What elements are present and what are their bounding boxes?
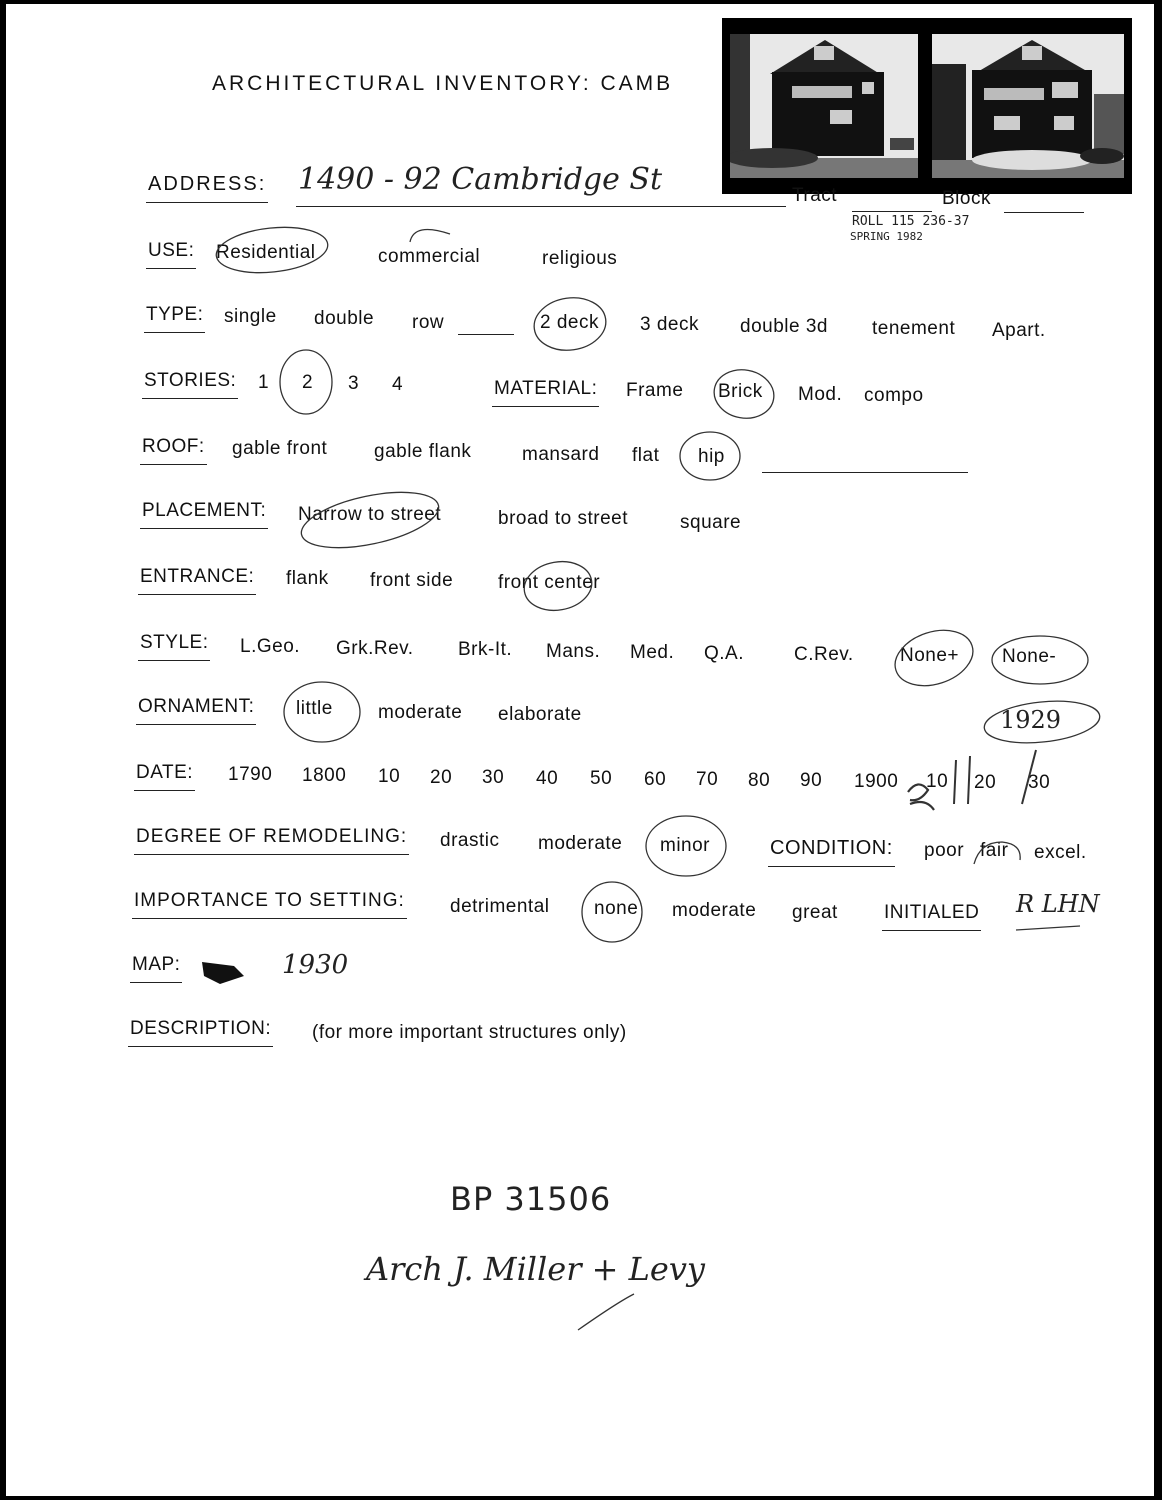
tract-underline — [852, 211, 932, 212]
tract-label: Tract — [792, 185, 838, 206]
style-option-qa: Q.A. — [704, 643, 745, 664]
stories-option-1: 1 — [258, 372, 270, 393]
type-option-double: double — [314, 308, 375, 329]
roll-note: ROLL 115 236-37 — [852, 214, 970, 229]
ornament-option-elaborate: elaborate — [498, 704, 582, 725]
type-row-blank — [458, 334, 514, 335]
importance-option-detrimental: detrimental — [450, 896, 550, 917]
style-option-mans: Mans. — [546, 641, 601, 662]
form-title: ARCHITECTURAL INVENTORY: CAMB — [212, 72, 674, 95]
date-option-1800: 1800 — [302, 765, 347, 786]
roof-option-flat: flat — [632, 445, 660, 466]
ornament-label: ORNAMENT: — [138, 696, 255, 717]
inventory-form — [6, 4, 1154, 1496]
date-option-40: 40 — [536, 768, 559, 789]
stories-option-2: 2 — [302, 372, 314, 393]
roof-label: ROOF: — [142, 436, 205, 457]
date-option-50: 50 — [590, 768, 613, 789]
remodeling-option-moderate: moderate — [538, 833, 623, 854]
date-option-20: 20 — [430, 767, 453, 788]
date-option-60: 60 — [644, 769, 667, 790]
type-option-double-3d: double 3d — [740, 316, 828, 337]
building-photo-right — [932, 34, 1124, 178]
type-option-2-deck: 2 deck — [540, 312, 599, 333]
use-option-religious: religious — [542, 248, 618, 269]
remodeling-option-drastic: drastic — [440, 830, 500, 851]
date-option-80: 80 — [748, 770, 771, 791]
architect-flourish — [578, 1294, 634, 1330]
block-underline — [1004, 212, 1084, 213]
importance-option-none: none — [594, 898, 639, 919]
use-option-commercial: commercial — [378, 246, 481, 267]
type-option-row: row — [412, 312, 445, 333]
placement-option-square: square — [680, 512, 742, 533]
style-option-none-minus: None- — [1002, 646, 1057, 667]
date-option-30: 30 — [482, 767, 505, 788]
ornament-year-note: 1929 — [1000, 706, 1062, 734]
map-label: MAP: — [132, 954, 181, 975]
placement-label: PLACEMENT: — [142, 500, 267, 521]
material-option-frame: Frame — [626, 380, 684, 401]
remodeling-option-minor: minor — [660, 835, 711, 856]
ornament-option-little: little — [296, 698, 333, 719]
type-option-3-deck: 3 deck — [640, 314, 699, 335]
address-label: ADDRESS: — [148, 173, 267, 195]
date-option-10: 10 — [378, 766, 401, 787]
use-option-residential: Residential — [216, 242, 316, 263]
entrance-option-flank: flank — [286, 568, 329, 589]
date-1920-bracket — [954, 756, 970, 804]
condition-option-excel: excel. — [1034, 842, 1087, 863]
stories-option-3: 3 — [348, 373, 360, 394]
type-option-tenement: tenement — [872, 318, 956, 339]
style-option-none-plus: None+ — [900, 645, 960, 666]
type-label: TYPE: — [146, 304, 204, 325]
date-option-90: 90 — [800, 770, 823, 791]
building-permit-note: BP 31506 — [450, 1180, 612, 1218]
stories-option-4: 4 — [392, 374, 404, 395]
material-label: MATERIAL: — [494, 378, 598, 399]
importance-label: IMPORTANCE TO SETTING: — [134, 890, 405, 911]
type-option-apart: Apart. — [992, 320, 1046, 341]
entrance-option-front-side: front side — [370, 570, 454, 591]
circle-commercial — [410, 230, 450, 243]
style-label: STYLE: — [140, 632, 209, 653]
roof-option-gable-flank: gable flank — [374, 441, 472, 462]
use-label: USE: — [148, 240, 195, 261]
roof-blank — [762, 472, 968, 473]
style-option-lgeo: L.Geo. — [240, 636, 301, 657]
date-option-1900: 1900 — [854, 771, 899, 792]
date-option-1790: 1790 — [228, 764, 273, 785]
condition-label: CONDITION: — [770, 837, 893, 859]
date-label: DATE: — [136, 762, 194, 783]
style-option-med: Med. — [630, 642, 675, 663]
description-note: (for more important structures only) — [312, 1022, 627, 1043]
date-option-1930: 30 — [1028, 772, 1051, 793]
style-option-crev: C.Rev. — [794, 644, 854, 665]
importance-option-great: great — [792, 902, 838, 923]
block-label: Block — [942, 188, 991, 209]
entrance-label: ENTRANCE: — [140, 566, 255, 587]
style-option-grkrev: Grk.Rev. — [336, 638, 414, 659]
placement-option-broad: broad to street — [498, 508, 629, 529]
date-option-1910: 10 — [926, 771, 949, 792]
type-option-single: single — [224, 306, 277, 327]
map-value: 1930 — [282, 950, 349, 980]
material-option-brick: Brick — [718, 381, 763, 402]
stories-label: STORIES: — [144, 370, 237, 391]
roof-option-gable-front: gable front — [232, 438, 328, 459]
roof-option-hip: hip — [698, 446, 725, 467]
entrance-option-front-center: front center — [498, 572, 601, 593]
building-photo-left — [730, 34, 918, 178]
style-option-brkit: Brk-It. — [458, 639, 513, 660]
initialed-label: INITIALED — [884, 902, 980, 923]
architect-note: Arch J. Miller + Levy — [366, 1250, 705, 1288]
ornament-option-moderate: moderate — [378, 702, 463, 723]
placement-option-narrow: Narrow to street — [298, 504, 442, 525]
date-option-1920: 20 — [974, 772, 997, 793]
remodeling-label: DEGREE OF REMODELING: — [136, 826, 408, 847]
roll-season: SPRING 1982 — [850, 230, 923, 243]
material-option-compo: compo — [864, 385, 924, 406]
address-value: 1490 - 92 Cambridge St — [298, 162, 662, 197]
initialed-underline — [1016, 926, 1080, 930]
initialed-value: R LHN — [1016, 890, 1100, 918]
condition-option-poor: poor — [924, 840, 965, 861]
address-underline — [296, 206, 786, 207]
map-redaction-mark — [202, 962, 244, 984]
condition-option-fair: fair — [980, 840, 1009, 861]
roof-option-mansard: mansard — [522, 444, 600, 465]
material-option-mod: Mod. — [798, 384, 843, 405]
photo-strip — [722, 18, 1132, 194]
date-option-70: 70 — [696, 769, 719, 790]
importance-option-moderate: moderate — [672, 900, 757, 921]
description-label: DESCRIPTION: — [130, 1018, 272, 1039]
